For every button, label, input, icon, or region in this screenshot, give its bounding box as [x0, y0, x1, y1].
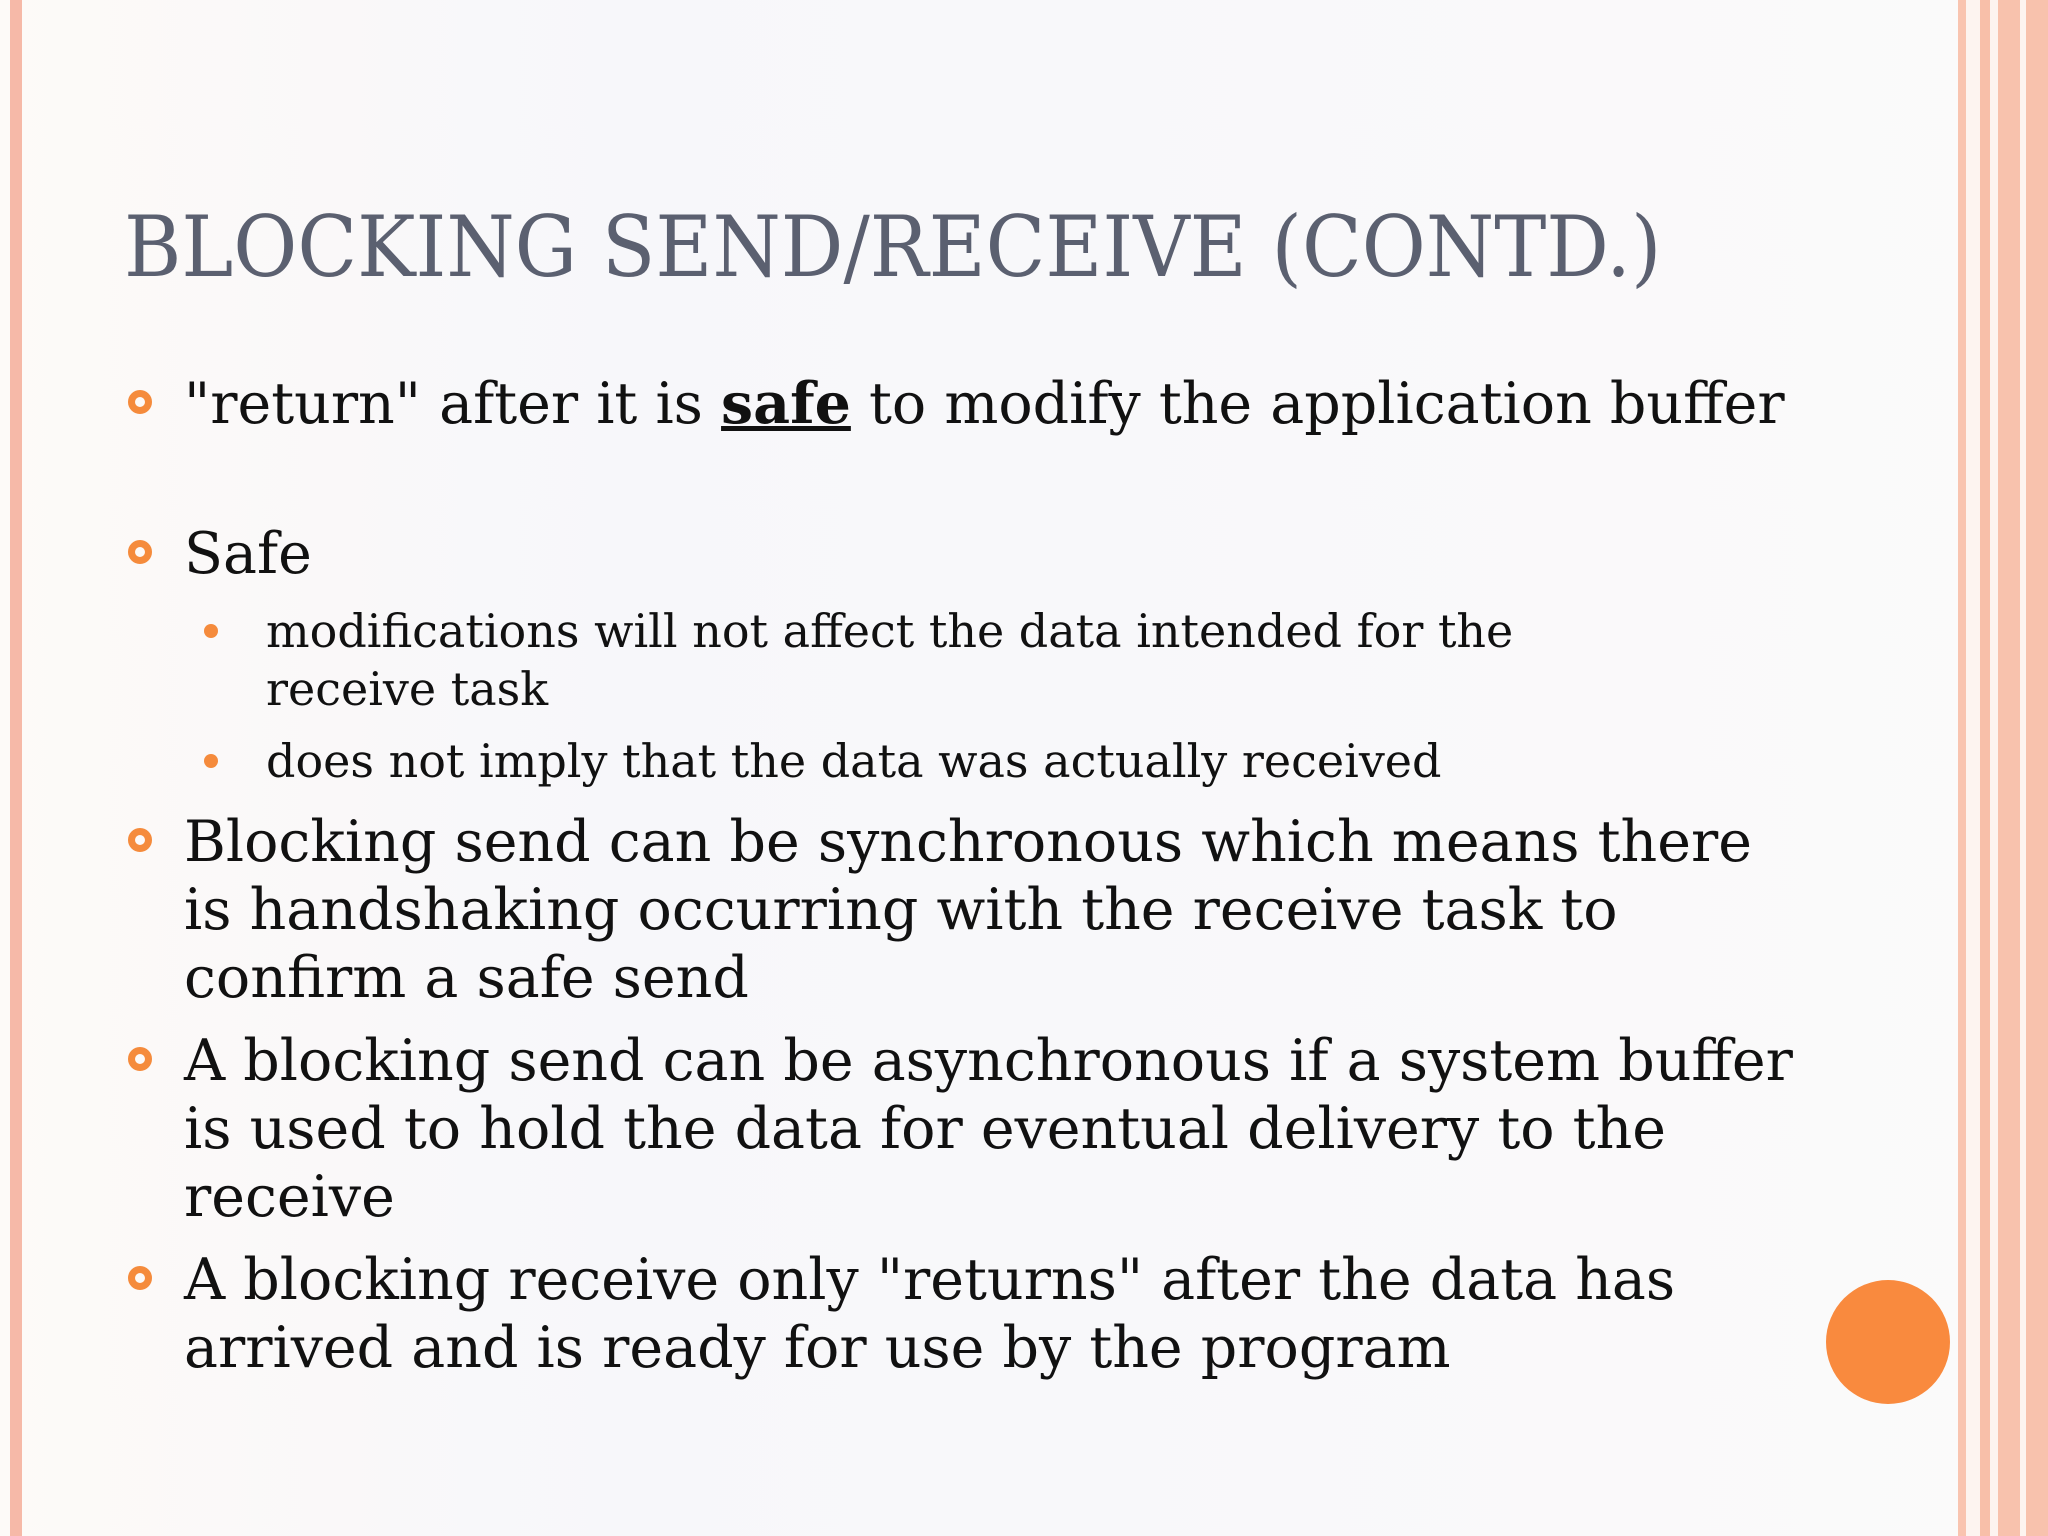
emphasis-word: safe	[721, 370, 851, 437]
right-decorative-stripe	[1980, 0, 1990, 1536]
right-decorative-stripe	[2026, 0, 2048, 1536]
bullet-item	[184, 808, 1804, 1012]
decorative-circle	[1826, 1280, 1950, 1404]
bullet-text: to modify the application buffer	[850, 371, 1785, 437]
ring-bullet-icon	[128, 828, 152, 852]
bullet-item	[184, 520, 1804, 588]
sub-bullet-text: does not imply that the data was actually received	[266, 734, 1442, 788]
ring-bullet-icon	[128, 1047, 152, 1071]
bullet-item	[184, 370, 1804, 438]
right-decorative-stripe	[1998, 0, 2020, 1536]
bullet-text: Safe	[184, 521, 312, 587]
dot-bullet-icon	[204, 624, 218, 638]
sub-bullet-item	[266, 602, 1646, 718]
slide-title: BLOCKING SEND/RECEIVE (CONTD.)	[124, 198, 1662, 296]
bullet-text: Blocking send can be synchronous which means there is handshaking occurring with the receive task to confirm a safe send	[184, 809, 1752, 1011]
right-decorative-stripe	[1958, 0, 1966, 1536]
ring-bullet-icon	[128, 540, 152, 564]
right-decorative-stripe-gap	[1990, 0, 1998, 1536]
bullet-item	[184, 1027, 1804, 1231]
bullet-item	[184, 1246, 1804, 1382]
dot-bullet-icon	[204, 754, 218, 768]
sub-bullet-text: modifications will not affect the data intended for the receive task	[266, 604, 1514, 716]
bullet-text: A blocking receive only "returns" after the data has arrived and is ready for use by the program	[184, 1247, 1676, 1381]
ring-bullet-icon	[128, 390, 152, 414]
left-decorative-stripe	[10, 0, 22, 1536]
right-decorative-stripe-gap	[1966, 0, 1980, 1536]
bullet-text: A blocking send can be asynchronous if a system buffer is used to hold the data for eventual delivery to the receive	[184, 1028, 1793, 1230]
sub-bullet-item	[266, 732, 1646, 790]
ring-bullet-icon	[128, 1266, 152, 1290]
bullet-text: "return" after it is	[184, 371, 722, 437]
